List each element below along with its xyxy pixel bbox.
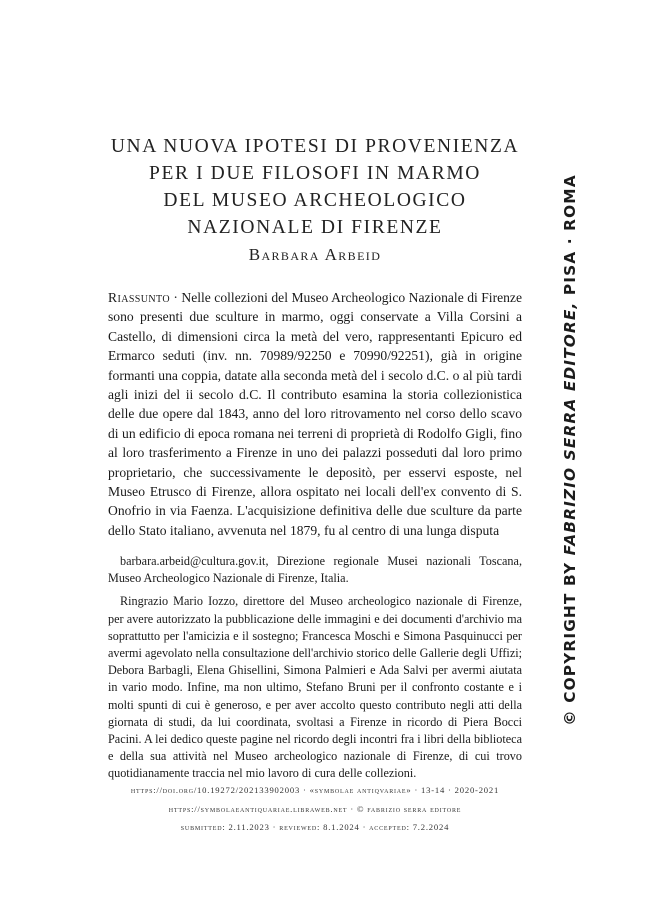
copyright-prefix: © COPYRIGHT BY: [561, 561, 579, 726]
website-line: https://symbolaeantiquariae.libraweb.net · © fabrizio serra editore: [168, 803, 462, 814]
copyright-place: PISA · ROMA: [561, 174, 579, 296]
publication-footer: [100, 781, 530, 837]
copyright-notice: [561, 174, 579, 725]
footnotes: [108, 553, 522, 789]
abstract: [108, 288, 522, 540]
copyright-sidebar: [558, 174, 582, 726]
title-line: NAZIONALE DI FIRENZE: [187, 217, 443, 238]
copyright-publisher: FABRIZIO SERRA EDITORE,: [561, 301, 579, 556]
dates-line: submitted: 2.11.2023 · reviewed: 8.1.2024 · accepted: 7.2.2024: [180, 822, 450, 832]
title-line: PER I DUE FILOSOFI IN MARMO: [149, 163, 481, 184]
title-line: UNA NUOVA IPOTESI DI PROVENIENZA: [110, 136, 520, 157]
affiliation-note: barbara.arbeid@cultura.gov.it, Direzione regionale Musei nazionali Toscana, Museo Archeologico Nazionale di Firenze, Italia.: [108, 554, 522, 586]
author-name: Barbara Arbeid: [248, 245, 382, 264]
article-title: [100, 133, 530, 241]
abstract-text: Nelle collezioni del Museo Archeologico Nazionale di Firenze sono presenti due sculture in marmo, oggi conservate a Villa Corsini a Castello, di dimensioni circa la metà del vero, rappresentanti Epicuro ed Ermarco seduti (inv. nn. 70989/92250 e 70990/92251), già in origine formanti una coppia, datate alla seconda metà del i secolo d.C. o al più tardi agli inizi del ii secolo d.C. Il contributo esamina la storia collezionistica delle due opere dal 1843, anno del loro ritrovamento nel corso dello scavo di un edificio di epoca romana nei terreni di proprietà di Rodolfo Gigli, fino al loro trasferimento a Firenze in uno dei palazzi posseduti dal loro primo proprietario, che successivamente le depositò, per esservi esposte, nel Museo Etrusco di Firenze, allora ospitato nei locali dell'ex convento di S. Onofrio in via Faenza. L'acquisizione definitiva delle due sculture da parte dello Stato italiano, avvenuta nel 1879, fu al centro di una lunga disputa: [108, 290, 522, 538]
title-line: DEL MUSEO ARCHEOLOGICO: [163, 190, 467, 211]
abstract-label: Riassunto: [108, 290, 170, 305]
doi-line: https://doi.org/10.19272/202133902003 · «symbolae antiqvariae» · 13-14 · 2020-2021: [130, 785, 500, 795]
acknowledgments-note: Ringrazio Mario Iozzo, direttore del Museo archeologico nazionale di Firenze, per avere autorizzato la pubblicazione delle immagini e dei documenti d'archivio ma soprattutto per l'amicizia e il sostegno; Francesca Moschi e Simona Pasquinucci per avermi agevolato nella consultazione dell'archivio storico delle Gallerie degli Uffizi; Debora Barbagli, Elena Ghisellini, Simona Palmieri e Ada Salvi per avermi aiutata in vario modo. Infine, ma non ultimo, Stefano Bruni per il confronto costante e i molti spunti di cui è generoso, e per aver accolto questo contributo negli atti della giornata di studi, da lui coordinata, svoltasi a Firenze in ricordo di Piera Bocci Pacini. A lei dedico queste pagine nel ricordo degli incontri fra i libri della biblioteca e della sua attività nel Museo archeologico nazionale di Firenze, di cui trovo quotidianamente traccia nel mio lavoro di cura delle collezioni.: [108, 594, 522, 781]
abstract-separator: ·: [169, 290, 182, 305]
